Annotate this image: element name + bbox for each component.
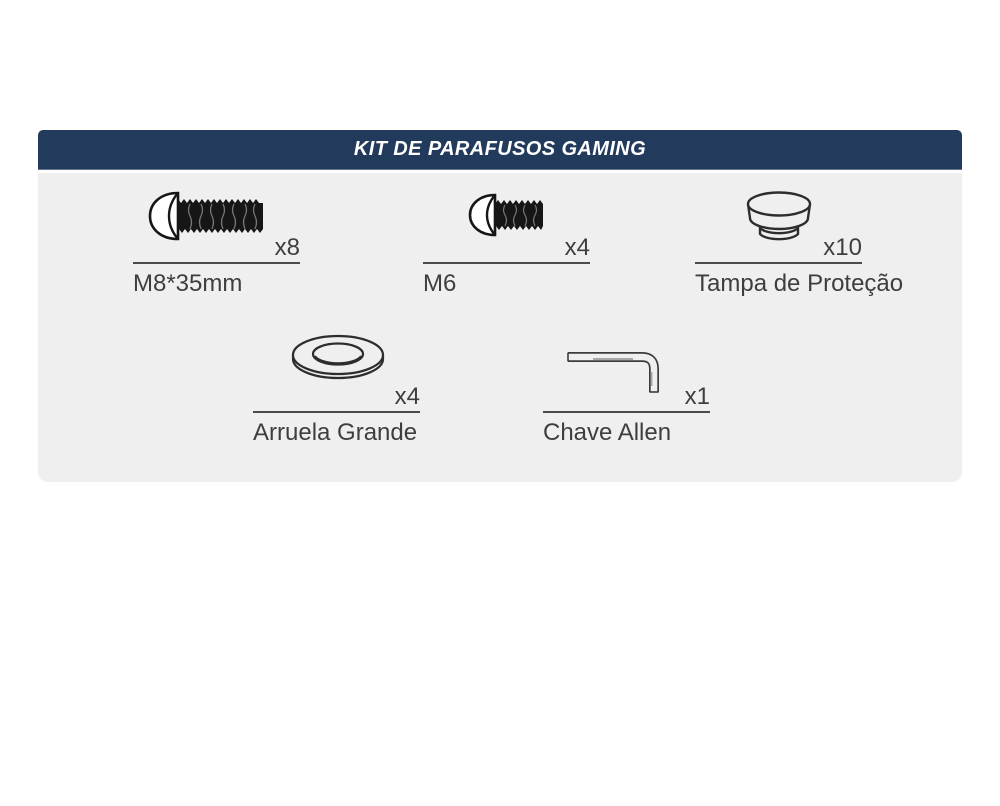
kit-title: KIT DE PARAFUSOS GAMING bbox=[353, 138, 647, 160]
allen-key-figure bbox=[543, 332, 710, 411]
protection-cap-qty: x10 bbox=[823, 234, 862, 261]
m6-screw-label: M6 bbox=[423, 270, 457, 297]
m8-screw-figure bbox=[133, 194, 300, 262]
washer-rule bbox=[253, 411, 420, 413]
kit-item-m8-screw bbox=[133, 194, 300, 297]
kit-item-protection-cap bbox=[695, 194, 904, 297]
m6-screw-figure bbox=[423, 194, 590, 262]
protection-cap-icon bbox=[746, 191, 812, 247]
washer-figure bbox=[253, 332, 420, 411]
kit-header bbox=[38, 130, 962, 170]
kit-item-washer bbox=[253, 332, 420, 446]
kit-item-allen-key bbox=[543, 332, 710, 446]
m6-screw-qty: x4 bbox=[564, 234, 590, 261]
kit-item-m6-screw bbox=[423, 194, 590, 297]
m6-screw-rule bbox=[423, 262, 590, 264]
m8-screw-label: M8*35mm bbox=[133, 270, 243, 297]
washer-label: Arruela Grande bbox=[253, 419, 418, 446]
m8-screw-icon bbox=[145, 190, 271, 242]
m8-screw-qty: x8 bbox=[274, 234, 300, 261]
allen-key-qty: x1 bbox=[684, 383, 710, 410]
allen-key-icon bbox=[563, 348, 665, 396]
washer-icon bbox=[289, 334, 387, 380]
kit-panel bbox=[38, 173, 962, 482]
protection-cap-label: Tampa de Proteção bbox=[695, 270, 904, 297]
allen-key-rule bbox=[543, 411, 710, 413]
protection-cap-figure bbox=[695, 194, 862, 262]
allen-key-label: Chave Allen bbox=[543, 419, 672, 446]
m6-screw-icon bbox=[465, 193, 549, 239]
protection-cap-rule bbox=[695, 262, 862, 264]
m8-screw-rule bbox=[133, 262, 300, 264]
hardware-kit-card bbox=[38, 130, 962, 482]
washer-qty: x4 bbox=[394, 383, 420, 410]
